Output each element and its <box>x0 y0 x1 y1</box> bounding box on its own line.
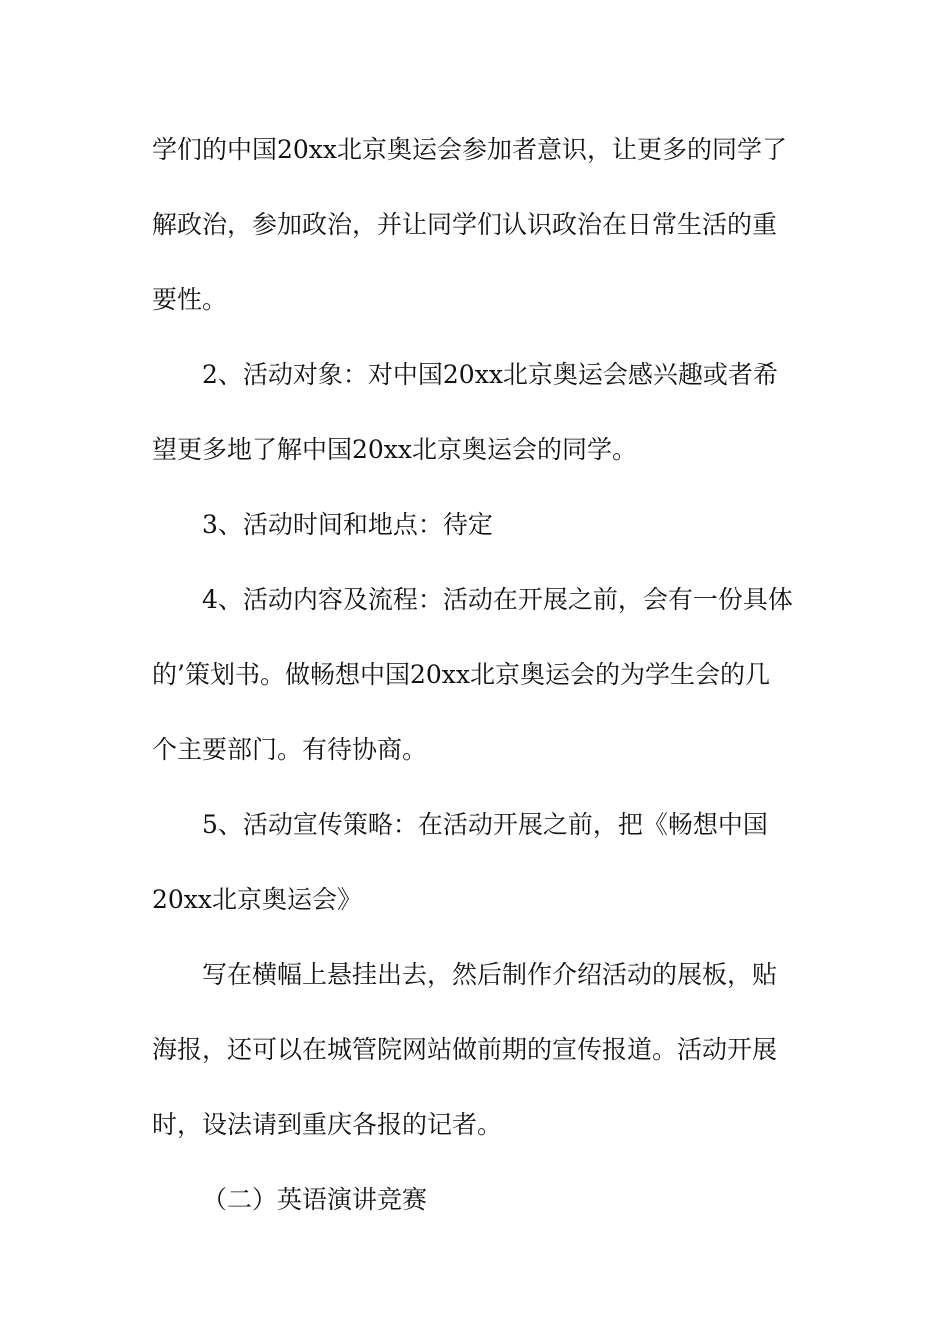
paragraph-6-line-2: 海报，还可以在城管院网站做前期的宣传报道。活动开展 <box>152 1035 778 1064</box>
paragraph-1-line-2: 解政治，参加政治，并让同学们认识政治在日常生活的重 <box>152 210 778 239</box>
paragraph-2-line-2: 望更多地了解中国20xx北京奥运会的同学。 <box>152 435 638 464</box>
paragraph-5-line-2: 20xx北京奥运会》 <box>152 885 363 914</box>
paragraph-3-line-1: 3、活动时间和地点：待定 <box>202 510 493 539</box>
paragraph-6-line-3: 时，设法请到重庆各报的记者。 <box>152 1110 503 1139</box>
paragraph-2-line-1: 2、活动对象：对中国20xx北京奥运会感兴趣或者希 <box>202 360 778 389</box>
paragraph-5-line-1: 5、活动宣传策略：在活动开展之前，把《畅想中国 <box>202 810 768 839</box>
paragraph-4-line-3: 个主要部门。有待协商。 <box>152 735 428 764</box>
paragraph-1-line-3: 要性。 <box>152 285 228 314</box>
paragraph-4-line-1: 4、活动内容及流程：活动在开展之前，会有一份具体 <box>202 585 793 614</box>
section-heading: （二）英语演讲竞赛 <box>202 1185 428 1214</box>
paragraph-4-line-2: 的’策划书。做畅想中国20xx北京奥运会的为学生会的几 <box>152 660 770 689</box>
paragraph-1-line-1: 学们的中国20xx北京奥运会参加者意识，让更多的同学了 <box>152 135 788 164</box>
paragraph-6-line-1: 写在横幅上悬挂出去，然后制作介绍活动的展板，贴 <box>202 960 778 989</box>
